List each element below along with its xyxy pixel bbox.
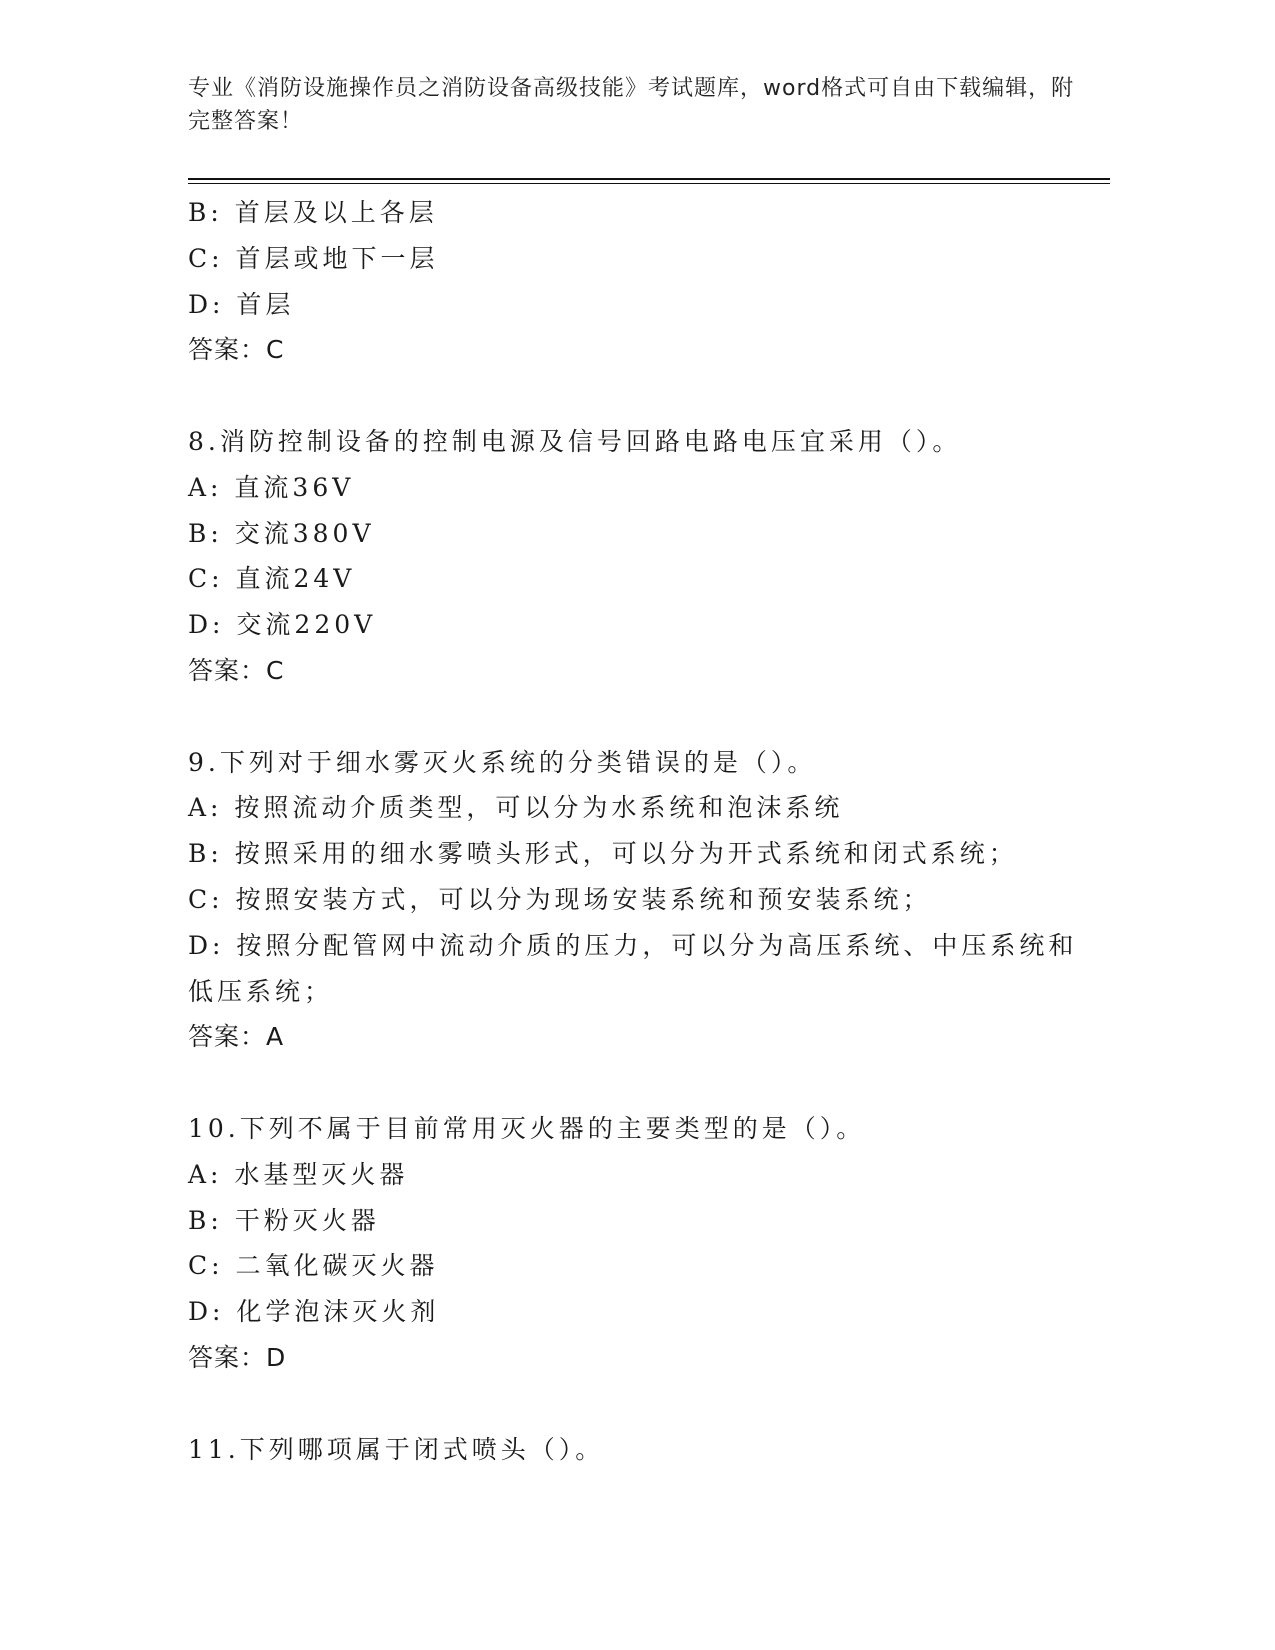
answer-option: C: 二氧化碳灭火器	[188, 1251, 439, 1281]
answer-option: A: 直流36V	[188, 472, 355, 502]
spacer	[188, 373, 1088, 419]
question-stem: 8.消防控制设备的控制电源及信号回路电路电压宜采用（）。	[188, 426, 962, 456]
document-header: 专业《消防设施操作员之消防设备高级技能》考试题库，word格式可自由下载编辑，附完整答案！	[188, 76, 1075, 134]
answer-option: B: 按照采用的细水雾喷头形式，可以分为开式系统和闭式系统；	[188, 839, 1018, 869]
question-stem: 10.下列不属于目前常用灭火器的主要类型的是（）。	[188, 1113, 866, 1143]
spacer	[188, 1060, 1088, 1106]
answer-option: B: 首层及以上各层	[188, 198, 438, 227]
spacer	[188, 1381, 1088, 1427]
answer-line: 答案：C	[188, 335, 285, 365]
header-rule-thick	[188, 178, 1110, 180]
question-list	[188, 190, 1088, 1472]
answer-option: C: 直流24V	[188, 564, 356, 594]
answer-option: A: 水基型灭火器	[188, 1159, 409, 1189]
question-stem: 9.下列对于细水雾灭火系统的分类错误的是（）。	[188, 747, 817, 777]
answer-option: C: 按照安装方式，可以分为现场安装系统和预安装系统；	[188, 884, 932, 914]
answer-line: 答案：A	[188, 1022, 285, 1052]
answer-option: B: 干粉灭火器	[188, 1205, 380, 1235]
answer-option: D: 化学泡沫灭火剂	[188, 1297, 440, 1327]
question-stem: 11.下列哪项属于闭式喷头（）。	[188, 1434, 605, 1464]
answer-option: D: 首层	[188, 289, 295, 319]
spacer	[188, 694, 1088, 740]
answer-option: D: 交流220V	[188, 610, 377, 640]
answer-line: 答案：C	[188, 655, 285, 685]
answer-option: A: 按照流动介质类型，可以分为水系统和泡沫系统	[188, 793, 844, 823]
header-rule-thin	[188, 183, 1110, 184]
answer-option: D: 按照分配管网中流动介质的压力，可以分为高压系统、中压系统和低压系统；	[188, 930, 1078, 1006]
answer-option: B: 交流380V	[188, 518, 375, 548]
answer-option: C: 首层或地下一层	[188, 243, 439, 273]
answer-line: 答案：D	[188, 1342, 287, 1372]
